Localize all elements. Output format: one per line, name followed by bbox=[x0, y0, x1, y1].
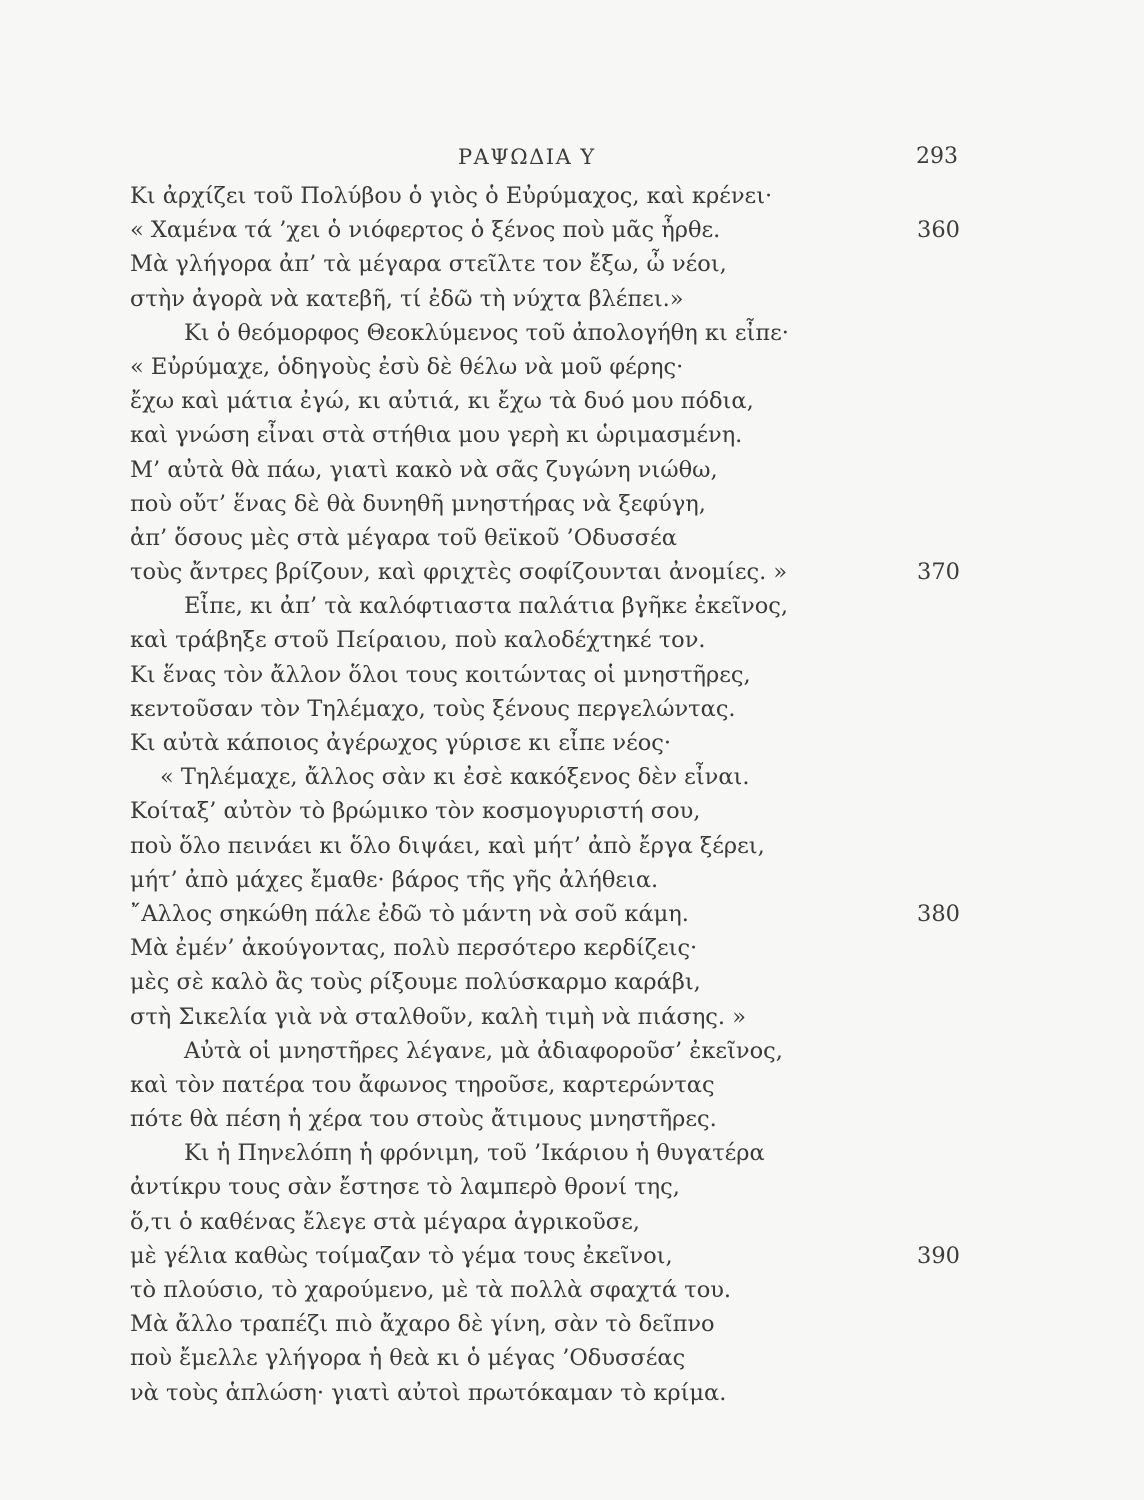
verse-text: Μ’ αὐτὰ θὰ πάω, γιατὶ κακὸ νὰ σᾶς ζυγώνη νιώθω, bbox=[130, 456, 718, 483]
verse-text: ποὺ ὅλο πεινάει κι ὅλο διψάει, καὶ μήτ’ ἀπὸ ἔργα ξέρει, bbox=[130, 832, 765, 859]
verse-line bbox=[130, 1170, 960, 1204]
verse-line bbox=[130, 282, 960, 316]
verse-line bbox=[130, 897, 960, 931]
verse-line bbox=[130, 863, 960, 897]
verse-text: κεντοῦσαν τὸν Τηλέμαχο, τοὺς ξένους περγελώντας. bbox=[130, 695, 736, 722]
verse-line bbox=[130, 794, 960, 828]
line-number: 390 bbox=[917, 1242, 960, 1269]
verse-line bbox=[130, 453, 960, 487]
verse-text: « Τηλέμαχε, ἄλλος σὰν κι ἐσὲ κακόξενος δὲν εἶναι. bbox=[160, 764, 750, 791]
verse-text: μὲς σὲ καλὸ ἂς τοὺς ρίξουμε πολύσκαρμο καράβι, bbox=[130, 969, 701, 996]
verse-line bbox=[130, 1376, 960, 1410]
verse-line bbox=[130, 965, 960, 999]
verse-line bbox=[130, 1136, 960, 1170]
verse-text: « Εὐρύμαχε, ὁδηγοὺς ἐσὺ δὲ θέλω νὰ μοῦ φέρης· bbox=[130, 353, 684, 380]
verse-line bbox=[130, 1273, 960, 1307]
verse-text: νὰ τοὺς ἁπλώση· γιατὶ αὐτοὶ πρωτόκαμαν τὸ κρίμα. bbox=[130, 1379, 727, 1406]
verse-text: Κι ἕνας τὸν ἄλλον ὅλοι τους κοιτώντας οἱ μνηστῆρες, bbox=[130, 661, 751, 688]
verse-line bbox=[130, 658, 960, 692]
verse-line bbox=[130, 555, 960, 589]
verse-text: ἀπ’ ὅσους μὲς στὰ μέγαρα τοῦ θεϊκοῦ ’Οδυσσέα bbox=[130, 524, 677, 551]
verse-text: Κι ὁ θεόμορφος Θεοκλύμενος τοῦ ἀπολογήθη κι εἶπε· bbox=[184, 319, 789, 346]
verse-line bbox=[130, 760, 960, 794]
page-number: 293 bbox=[916, 144, 958, 169]
verse-text: ῎Αλλος σηκώθη πάλε ἐδῶ τὸ μάντη νὰ σοῦ κάμη. bbox=[130, 900, 689, 927]
verse-line bbox=[130, 829, 960, 863]
verse-text: καὶ τράβηξε στοῦ Πείραιου, ποὺ καλοδέχτηκέ τον. bbox=[130, 627, 706, 654]
verse-line bbox=[130, 692, 960, 726]
verse-line bbox=[130, 316, 960, 350]
verse-text: Αὐτὰ οἱ μνηστῆρες λέγανε, μὰ ἀδιαφοροῦσ’ ἐκεῖνος, bbox=[184, 1037, 783, 1064]
verse-text: καὶ γνώση εἶναι στὰ στήθια μου γερὴ κι ὡριμασμένη. bbox=[130, 422, 743, 449]
verse-line bbox=[130, 350, 960, 384]
running-head bbox=[0, 142, 1144, 172]
verse-line bbox=[130, 384, 960, 418]
verse-text: Μὰ γλήγορα ἀπ’ τὰ μέγαρα στεῖλτε τον ἔξω, ὦ νέοι, bbox=[130, 251, 727, 278]
verse-block bbox=[130, 179, 960, 1410]
verse-text: μήτ’ ἀπὸ μάχες ἔμαθε· βάρος τῆς γῆς ἀλήθεια. bbox=[130, 866, 659, 893]
verse-text: ἔχω καὶ μάτια ἐγώ, κι αὐτιά, κι ἔχω τὰ δυό μου πόδια, bbox=[130, 388, 754, 415]
verse-line bbox=[130, 1102, 960, 1136]
verse-text: Κι ἀρχίζει τοῦ Πολύβου ὁ γιὸς ὁ Εὐρύμαχος, καὶ κρένει· bbox=[130, 183, 773, 209]
line-number: 360 bbox=[917, 217, 960, 244]
verse-text: ποὺ ἔμελλε γλήγορα ἡ θεὰ κι ὁ μέγας ’Οδυσσέας bbox=[130, 1345, 686, 1372]
verse-line bbox=[130, 1205, 960, 1239]
verse-line bbox=[130, 1239, 960, 1273]
verse-text: ἀντίκρυ τους σὰν ἔστησε τὸ λαμπερὸ θρονί της, bbox=[130, 1174, 680, 1201]
verse-text: στὴν ἀγορὰ νὰ κατεβῆ, τί ἐδῶ τὴ νύχτα βλέπει.» bbox=[130, 285, 684, 312]
verse-text: Κι αὐτὰ κάποιος ἀγέρωχος γύρισε κι εἶπε νέος· bbox=[130, 730, 672, 756]
verse-text: πότε θὰ πέση ἡ χέρα του στοὺς ἄτιμους μνηστῆρες. bbox=[130, 1106, 717, 1133]
verse-line bbox=[130, 623, 960, 657]
verse-line bbox=[130, 179, 960, 213]
verse-text: στὴ Σικελία γιὰ νὰ σταλθοῦν, καλὴ τιμὴ νὰ πιάσης. » bbox=[130, 1003, 746, 1030]
verse-text: μὲ γέλια καθὼς τοίμαζαν τὸ γέμα τους ἐκεῖνοι, bbox=[130, 1242, 673, 1269]
verse-line bbox=[130, 589, 960, 623]
line-number: 370 bbox=[917, 559, 960, 586]
verse-line bbox=[130, 487, 960, 521]
verse-line bbox=[130, 726, 960, 760]
line-number: 380 bbox=[917, 900, 960, 927]
verse-text: « Χαμένα τά ’χει ὁ νιόφερτος ὁ ξένος ποὺ μᾶς ἦρθε. bbox=[130, 217, 721, 244]
verse-text: τὸ πλούσιο, τὸ χαρούμενο, μὲ τὰ πολλὰ σφαχτά του. bbox=[130, 1277, 732, 1303]
verse-text: Κοίταξ’ αὐτὸν τὸ βρώμικο τὸν κοσμογυριστή σου, bbox=[130, 798, 701, 825]
verse-line bbox=[130, 418, 960, 452]
verse-line bbox=[130, 1000, 960, 1034]
verse-line bbox=[130, 521, 960, 555]
verse-text: ποὺ οὔτ’ ἕνας δὲ θὰ δυνηθῆ μνηστήρας νὰ ξεφύγη, bbox=[130, 490, 706, 517]
verse-text: καὶ τὸν πατέρα του ἄφωνος τηροῦσε, καρτερώντας bbox=[130, 1071, 715, 1098]
verse-line bbox=[130, 1034, 960, 1068]
verse-line bbox=[130, 213, 960, 247]
verse-text: Εἶπε, κι ἀπ’ τὰ καλόφτιαστα παλάτια βγῆκε ἐκεῖνος, bbox=[184, 593, 788, 620]
verse-line bbox=[130, 931, 960, 965]
verse-text: Κι ἡ Πηνελόπη ἡ φρόνιμη, τοῦ ’Ικάριου ἡ θυγατέρα bbox=[184, 1140, 765, 1167]
running-title: ΡΑΨΩΔΙΑ Υ bbox=[458, 145, 596, 169]
verse-line bbox=[130, 1341, 960, 1375]
verse-text: Μὰ ἄλλο τραπέζι πιὸ ἄχαρο δὲ γίνη, σὰν τὸ δεῖπνο bbox=[130, 1311, 715, 1338]
verse-line bbox=[130, 1307, 960, 1341]
verse-line bbox=[130, 1068, 960, 1102]
verse-text: τοὺς ἄντρες βρίζουν, καὶ φριχτὲς σοφίζουνται ἀνομίες. » bbox=[130, 559, 788, 586]
verse-line bbox=[130, 247, 960, 281]
verse-text: ὅ,τι ὁ καθένας ἔλεγε στὰ μέγαρα ἀγρικοῦσε, bbox=[130, 1208, 640, 1235]
verse-text: Μὰ ἐμέν’ ἀκούγοντας, πολὺ περσότερο κερδίζεις· bbox=[130, 935, 698, 962]
